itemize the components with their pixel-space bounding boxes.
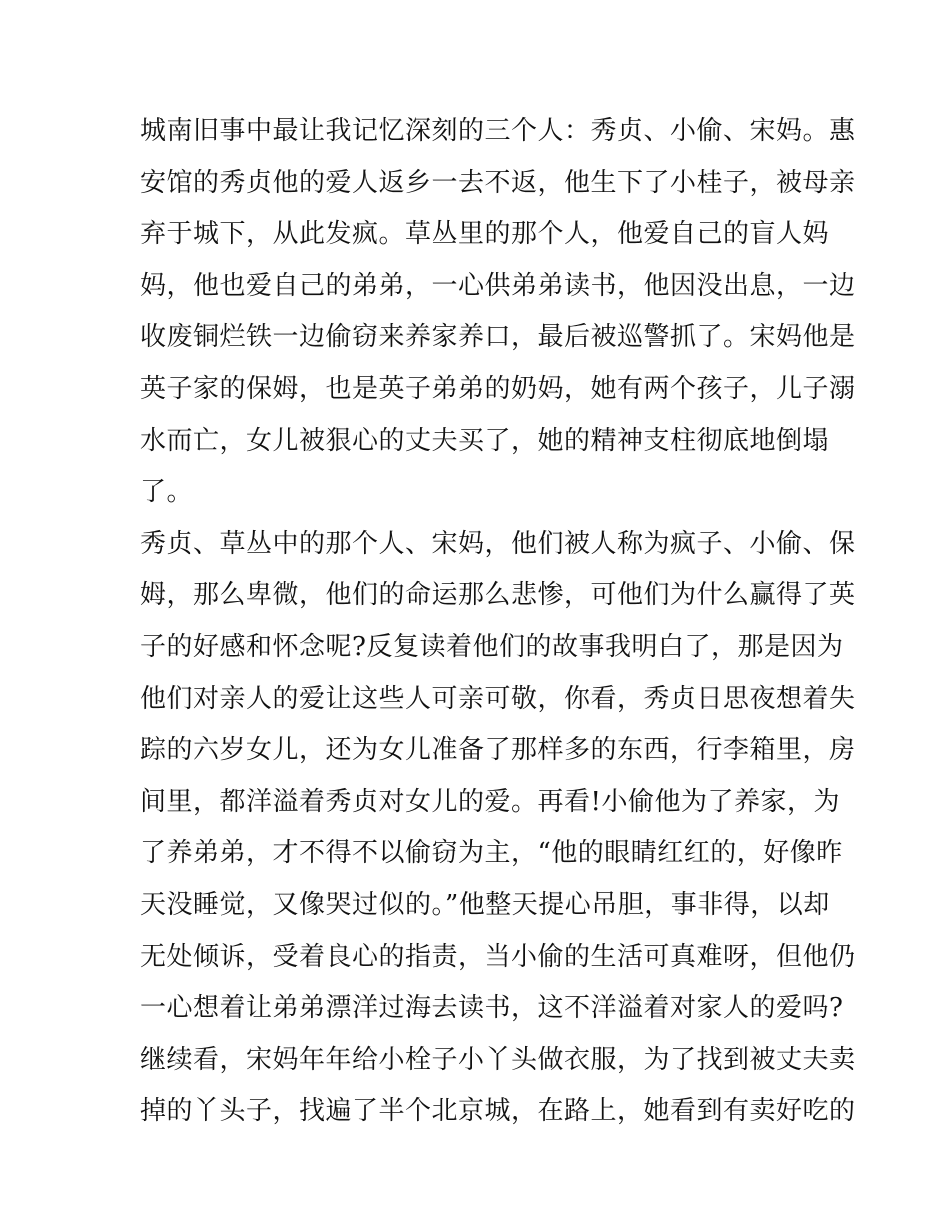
text-line: 掉的丫头子，找遍了半个北京城，在路上，她看到有卖好吃的 [140,1096,856,1127]
text-line: 秀贞、草丛中的那个人、宋妈，他们被人称为疯子、小偷、保 [140,528,856,559]
text-line: 无处倾诉，受着良心的指责，当小偷的生活可真难呀，但他仍 [140,941,856,972]
text-line: 间里，都洋溢着秀贞对女儿的爱。再看!小偷他为了养家，为 [140,786,840,817]
text-line: 子的好感和怀念呢?反复读着他们的故事我明白了，那是因为 [140,631,844,662]
text-line: 水而亡，女儿被狠心的丈夫买了，她的精神支柱彻底地倒塌 [140,425,830,456]
text-line: 了。 [140,477,194,508]
body-text [140,106,856,1138]
text-line: 妈，他也爱自己的弟弟，一心供弟弟读书，他因没出息，一边 [140,270,856,301]
text-line: 了养弟弟，才不得不以偷窃为主，“他的眼睛红红的，好像昨 [140,838,843,869]
text-line: 收废铜烂铁一边偷窃来养家养口，最后被巡警抓了。宋妈他是 [140,322,856,353]
text-line: 英子家的保姆，也是英子弟弟的奶妈，她有两个孩子，儿子溺 [140,373,856,404]
text-line: 他们对亲人的爱让这些人可亲可敬，你看，秀贞日思夜想着失 [140,683,856,714]
text-line: 姆，那么卑微，他们的命运那么悲惨，可他们为什么赢得了英 [140,580,856,611]
text-line: 一心想着让弟弟漂洋过海去读书，这不洋溢着对家人的爱吗? [140,993,844,1024]
text-line: 安馆的秀贞他的爱人返乡一去不返，他生下了小桂子，被母亲 [140,167,856,198]
text-line: 弃于城下，从此发疯。草丛里的那个人，他爱自己的盲人妈 [140,219,830,250]
text-line: 天没睡觉，又像哭过似的。”他整天提心吊胆，事非得，以却 [140,889,830,920]
text-line: 继续看，宋妈年年给小栓子小丫头做衣服，为了找到被丈夫卖 [140,1044,856,1075]
text-line: 踪的六岁女儿，还为女儿准备了那样多的东西，行李箱里，房 [140,735,856,766]
text-line: 城南旧事中最让我记忆深刻的三个人：秀贞、小偷、宋妈。惠 [140,116,856,146]
